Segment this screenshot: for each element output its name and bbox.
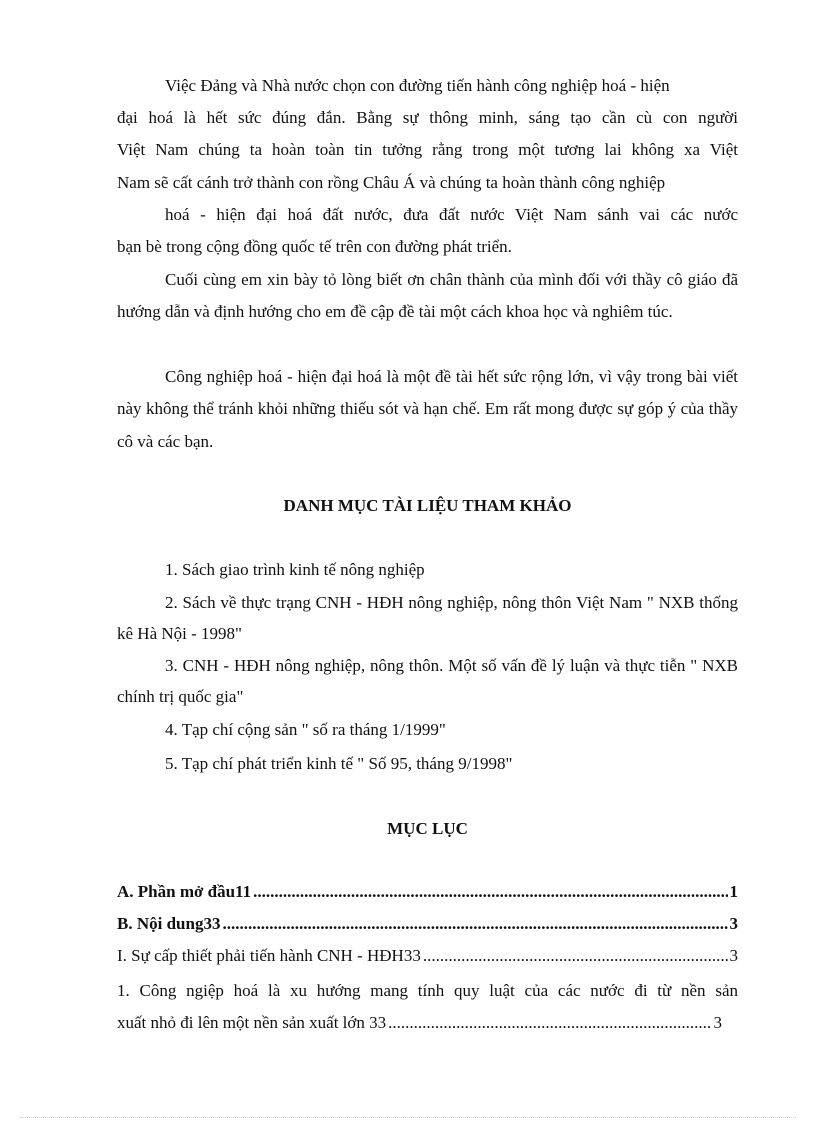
toc-entry-text: xuất nhỏ đi lên một nền sản xuất lớn 33 <box>117 1013 387 1032</box>
toc-entry-page: 3 <box>729 946 738 965</box>
paragraph-1-line-3: Việt Nam chúng ta hoàn toàn tin tưởng rằng trong một tương lai không xa Việt <box>117 140 738 159</box>
toc-entry-text: B. Nội dung33 <box>117 914 221 933</box>
toc-entry-page: 1 <box>729 882 738 901</box>
reference-item-5: 5. Tạp chí phát triển kinh tế " Số 95, tháng 9/1998" <box>165 754 513 773</box>
toc-title: MỤC LỤC <box>387 819 468 838</box>
toc-leader <box>388 1011 711 1035</box>
toc-leader <box>423 944 728 968</box>
toc-entry-1[interactable] <box>117 880 738 904</box>
toc-entry-3[interactable] <box>117 944 738 968</box>
paragraph-1-line-1: Việc Đảng và Nhà nước chọn con đường tiến hành công nghiệp hoá - hiện <box>165 76 670 95</box>
page-bottom-border <box>20 1117 796 1118</box>
reference-item-2: 2. Sách về thực trạng CNH - HĐH nông nghiệp, nông thôn Việt Nam " NXB thống kê Hà Nội - 1998" <box>117 593 738 643</box>
paragraph-1-line-4: Nam sẽ cất cánh trở thành con rồng Châu Á và chúng ta hoàn thành công nghiệp <box>117 173 666 192</box>
paragraph-1-line-5: hoá - hiện đại hoá đất nước, đưa đất nước Việt Nam sánh vai các nước <box>165 205 738 224</box>
paragraph-1-line-2: đại hoá là hết sức đúng đắn. Bằng sự thông minh, sáng tạo cần cù con người <box>117 108 738 127</box>
toc-entry-2[interactable] <box>117 912 738 936</box>
reference-item-1: 1. Sách giao trình kinh tế nông nghiệp <box>165 560 425 579</box>
toc-leader <box>253 880 727 904</box>
toc-leader <box>222 912 727 936</box>
toc-entry-4[interactable] <box>117 1011 722 1035</box>
paragraph-1-line-6: bạn bè trong cộng đồng quốc tế trên con đường phát triển. <box>117 237 512 256</box>
toc-entry-4-line-1[interactable]: 1. Công ngiệp hoá là xu hướng mang tính quy luật của các nước đi từ nền sản <box>117 981 738 1000</box>
toc-entry-page: 3 <box>729 914 738 933</box>
toc-entry-page: 3 <box>713 1013 722 1032</box>
reference-item-4: 4. Tạp chí cộng sản " số ra tháng 1/1999" <box>165 720 446 739</box>
reference-item-3: 3. CNH - HĐH nông nghiệp, nông thôn. Một số vấn đề lý luận và thực tiễn " NXB chính trị quốc gia" <box>117 656 738 706</box>
toc-entry-text: I. Sự cấp thiết phải tiến hành CNH - HĐH33 <box>117 946 421 965</box>
references-title: DANH MỤC TÀI LIỆU THAM KHẢO <box>283 496 572 515</box>
paragraph-2: Cuối cùng em xin bày tỏ lòng biết ơn chân thành của mình đối với thầy cô giáo đã hướng dẫn và định hướng cho em đề cập đề tài một cách khoa học và nghiêm túc. <box>117 270 738 322</box>
toc-entry-text: A. Phần mở đầu11 <box>117 882 252 901</box>
paragraph-3: Công nghiệp hoá - hiện đại hoá là một đề tài hết sức rộng lớn, vì vậy trong bài viết này không thể tránh khỏi những thiếu sót và hạn chế. Em rất mong được sự góp ý của thầy cô và các bạn. <box>117 367 738 451</box>
